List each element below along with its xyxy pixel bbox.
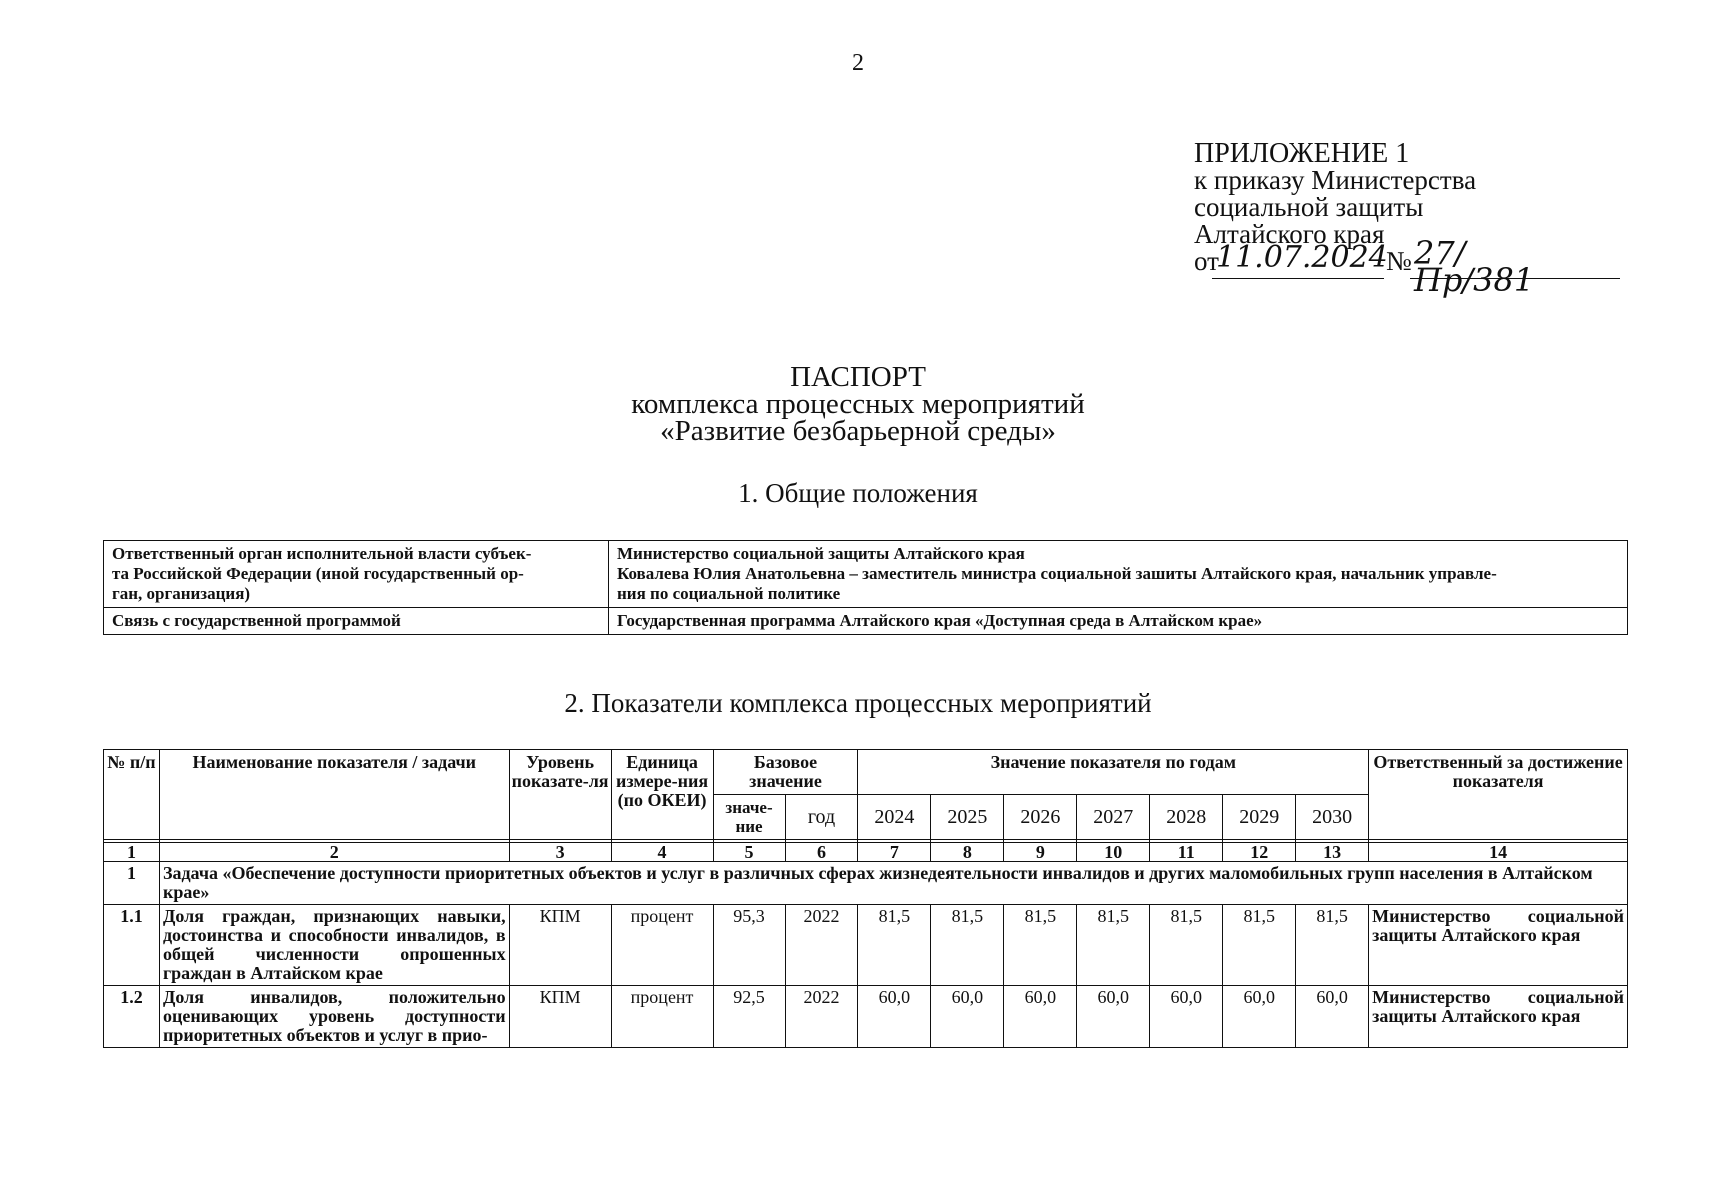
- table-row: [104, 986, 1628, 1048]
- value-line: Министерство социальной защиты Алтайского края: [617, 544, 1025, 563]
- table-row: [104, 541, 1628, 608]
- year-value: 60,0: [931, 986, 1004, 1048]
- base-year: 2022: [785, 986, 858, 1048]
- column-number: 13: [1296, 843, 1369, 862]
- year-value: 60,0: [1150, 986, 1223, 1048]
- indicator-name: Доля инвалидов, положительно оценивающих уровень доступности приоритетных объектов и услуг в прио-: [159, 986, 509, 1048]
- year-value: 60,0: [1077, 986, 1150, 1048]
- passport-title-block: [0, 361, 1716, 447]
- row-num: 1.2: [104, 986, 160, 1048]
- header-year: 2025: [931, 795, 1004, 840]
- label-line: Связь с государственной программой: [112, 611, 401, 630]
- indicator-name: Доля граждан, признающих навыки, достоинства и способности инвалидов, в общей численности опрошенных граждан в Алтайском крае: [159, 905, 509, 986]
- label-line: та Российской Федерации (иной государственный ор-: [112, 564, 524, 583]
- date-underline: [1212, 278, 1384, 279]
- appendix-line: к приказу Министерства: [1194, 165, 1477, 195]
- appendix-title: ПРИЛОЖЕНИЕ 1: [1194, 138, 1410, 169]
- header-year: 2029: [1223, 795, 1296, 840]
- header-year: 2027: [1077, 795, 1150, 840]
- row-value: [609, 541, 1628, 608]
- row-label: [104, 608, 609, 635]
- passport-subtitle: комплекса процессных мероприятий: [631, 388, 1085, 420]
- column-number: 10: [1077, 843, 1150, 862]
- column-number: 12: [1223, 843, 1296, 862]
- value-line: ния по социальной политике: [617, 584, 841, 603]
- year-value: 60,0: [1296, 986, 1369, 1048]
- header-row: [104, 750, 1628, 795]
- header-num: № п/п: [104, 750, 160, 840]
- column-number: 7: [858, 843, 931, 862]
- column-number: 1: [104, 843, 160, 862]
- header-responsible: Ответственный за достижение показателя: [1369, 750, 1628, 840]
- table-row: [104, 905, 1628, 986]
- header-level: Уровень показате-ля: [509, 750, 611, 840]
- responsible: Министерство социальной защиты Алтайского края: [1369, 905, 1628, 986]
- year-value: 81,5: [1077, 905, 1150, 986]
- header-year: 2028: [1150, 795, 1223, 840]
- header-year: 2026: [1004, 795, 1077, 840]
- indicator-level: КПМ: [509, 986, 611, 1048]
- header-year: 2024: [858, 795, 931, 840]
- handwritten-number: 27/Пр/381: [1414, 234, 1535, 299]
- number-prefix: №: [1386, 246, 1412, 276]
- column-number: 11: [1150, 843, 1223, 862]
- responsible: Министерство социальной защиты Алтайского края: [1369, 986, 1628, 1048]
- appendix-line: социальной защиты: [1194, 192, 1424, 222]
- table-row: [104, 608, 1628, 635]
- column-number: 5: [713, 843, 785, 862]
- passport-name: «Развитие безбарьерной среды»: [660, 415, 1056, 447]
- column-number: 8: [931, 843, 1004, 862]
- row-num: 1.1: [104, 905, 160, 986]
- column-number-row: [104, 843, 1628, 862]
- year-value: 60,0: [1223, 986, 1296, 1048]
- year-value: 81,5: [858, 905, 931, 986]
- header-years-group: Значение показателя по годам: [858, 750, 1369, 795]
- indicator-unit: процент: [611, 986, 713, 1048]
- date-prefix: от: [1194, 246, 1219, 276]
- indicator-unit: процент: [611, 905, 713, 986]
- year-value: 60,0: [1004, 986, 1077, 1048]
- year-value: 81,5: [1004, 905, 1077, 986]
- row-value: [609, 608, 1628, 635]
- year-value: 81,5: [1296, 905, 1369, 986]
- handwritten-date: 11.07.2024: [1216, 240, 1388, 275]
- column-number: 14: [1369, 843, 1628, 862]
- number-underline: [1410, 278, 1620, 279]
- header-unit: Единица измере-ния (по ОКЕИ): [611, 750, 713, 840]
- year-value: 81,5: [1223, 905, 1296, 986]
- indicators-table: [103, 749, 1628, 1048]
- year-value: 81,5: [1150, 905, 1223, 986]
- indicator-level: КПМ: [509, 905, 611, 986]
- column-number: 6: [785, 843, 858, 862]
- row-label: [104, 541, 609, 608]
- header-name: Наименование показателя / задачи: [159, 750, 509, 840]
- task-row: [104, 862, 1628, 905]
- header-year: 2030: [1296, 795, 1369, 840]
- page-number: 2: [852, 50, 864, 76]
- year-value: 60,0: [858, 986, 931, 1048]
- column-number: 3: [509, 843, 611, 862]
- header-base-value: значе-ние: [713, 795, 785, 840]
- column-number: 4: [611, 843, 713, 862]
- task-num: 1: [104, 862, 160, 905]
- value-line: Государственная программа Алтайского края «Доступная среда в Алтайском крае»: [617, 611, 1263, 630]
- section-1-heading: 1. Общие положения: [738, 478, 978, 508]
- label-line: Ответственный орган исполнительной власти субъек-: [112, 544, 532, 563]
- column-number: 9: [1004, 843, 1077, 862]
- appendix-block: [1194, 138, 1535, 299]
- value-line: Ковалева Юлия Анатольевна – заместитель министра социальной зашиты Алтайского края, начальник управле-: [617, 564, 1497, 583]
- task-text: Задача «Обеспечение доступности приоритетных объектов и услуг в различных сферах жизнедеятельности инвалидов и других маломобильных групп населения в Алтайском крае»: [159, 862, 1627, 905]
- year-value: 81,5: [931, 905, 1004, 986]
- appendix-line: Алтайского края: [1194, 219, 1385, 249]
- base-value: 92,5: [713, 986, 785, 1048]
- passport-title: ПАСПОРТ: [790, 361, 926, 393]
- base-year: 2022: [785, 905, 858, 986]
- section-2-heading: 2. Показатели комплекса процессных мероприятий: [564, 688, 1152, 718]
- general-provisions-table: [103, 540, 1628, 635]
- header-base: Базовое значение: [713, 750, 858, 795]
- column-number: 2: [159, 843, 509, 862]
- base-value: 95,3: [713, 905, 785, 986]
- header-base-year: год: [785, 795, 858, 840]
- label-line: ган, организация): [112, 584, 251, 603]
